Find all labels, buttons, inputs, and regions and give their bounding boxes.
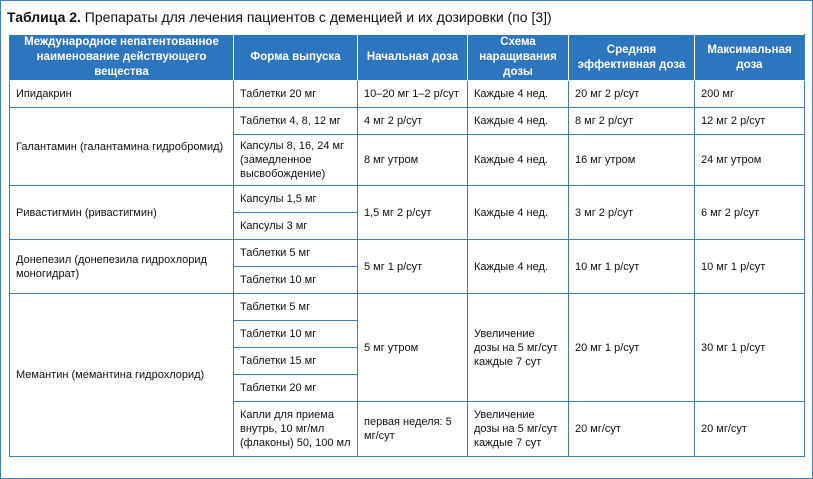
avg-dose: 10 мг 1 р/сут: [569, 240, 695, 294]
titration-scheme: Увеличение дозы на 5 мг/сут каждые 7 сут: [468, 402, 569, 457]
titration-scheme: Каждые 4 нед.: [468, 135, 569, 186]
table-row: [10, 294, 805, 321]
table-row: [10, 186, 805, 213]
avg-dose: 3 мг 2 р/сут: [569, 186, 695, 240]
drug-name: Галантамин (галантамина гидробромид): [10, 108, 234, 186]
column-header-titration: Схема наращивания дозы: [468, 35, 569, 81]
release-form: Таблетки 5 мг: [234, 294, 358, 321]
titration-scheme: Каждые 4 нед.: [468, 186, 569, 240]
table-row: [10, 240, 805, 267]
column-header-max-dose: Максимальная доза: [695, 35, 805, 81]
start-dose: 5 мг утром: [358, 294, 468, 402]
drug-name: Донепезил (донепезила гидрохлорид моногидрат): [10, 240, 234, 294]
column-header-inn: Международное непатентованное наименование действующего вещества: [10, 35, 234, 81]
release-form: Таблетки 4, 8, 12 мг: [234, 108, 358, 135]
avg-dose: 20 мг 1 р/сут: [569, 294, 695, 402]
titration-scheme: Каждые 4 нед.: [468, 81, 569, 108]
table-title-text: Препараты для лечения пациентов с деменцией и их дозировки (по [3]): [80, 9, 552, 25]
avg-dose: 8 мг 2 р/сут: [569, 108, 695, 135]
start-dose: 10–20 мг 1–2 р/сут: [358, 81, 468, 108]
drug-name: Мемантин (мемантина гидрохлорид): [10, 294, 234, 457]
table-row: [10, 108, 805, 135]
release-form: Таблетки 20 мг: [234, 81, 358, 108]
start-dose: первая неделя: 5 мг/сут: [358, 402, 468, 457]
max-dose: 20 мг/сут: [695, 402, 805, 457]
release-form: Капсулы 8, 16, 24 мг (замедленное высвобождение): [234, 135, 358, 186]
release-form: Капсулы 1,5 мг: [234, 186, 358, 213]
start-dose: 4 мг 2 р/сут: [358, 108, 468, 135]
max-dose: 24 мг утром: [695, 135, 805, 186]
avg-dose: 16 мг утром: [569, 135, 695, 186]
max-dose: 10 мг 1 р/сут: [695, 240, 805, 294]
release-form: Таблетки 10 мг: [234, 267, 358, 294]
titration-scheme: Увеличение дозы на 5 мг/сут каждые 7 сут: [468, 294, 569, 402]
titration-scheme: Каждые 4 нед.: [468, 240, 569, 294]
column-header-form: Форма выпуска: [234, 35, 358, 81]
release-form: Таблетки 15 мг: [234, 348, 358, 375]
start-dose: 8 мг утром: [358, 135, 468, 186]
table-header-row: [10, 35, 805, 81]
column-header-start-dose: Начальная доза: [358, 35, 468, 81]
release-form: Таблетки 5 мг: [234, 240, 358, 267]
avg-dose: 20 мг 2 р/сут: [569, 81, 695, 108]
drug-name: Ипидакрин: [10, 81, 234, 108]
drug-dosage-table: [9, 34, 805, 457]
titration-scheme: Каждые 4 нед.: [468, 108, 569, 135]
start-dose: 1,5 мг 2 р/сут: [358, 186, 468, 240]
drug-name: Ривастигмин (ривастигмин): [10, 186, 234, 240]
table-title-label: Таблица 2.: [7, 9, 81, 25]
avg-dose: 20 мг/сут: [569, 402, 695, 457]
max-dose: 12 мг 2 р/сут: [695, 108, 805, 135]
max-dose: 6 мг 2 р/сут: [695, 186, 805, 240]
table-row: [10, 81, 805, 108]
release-form: Таблетки 10 мг: [234, 321, 358, 348]
max-dose: 30 мг 1 р/сут: [695, 294, 805, 402]
table-title: [7, 8, 552, 26]
column-header-avg-dose: Средняя эффективная доза: [569, 35, 695, 81]
max-dose: 200 мг: [695, 81, 805, 108]
start-dose: 5 мг 1 р/сут: [358, 240, 468, 294]
release-form: Капсулы 3 мг: [234, 213, 358, 240]
release-form: Капли для приема внутрь, 10 мг/мл (флаконы) 50, 100 мл: [234, 402, 358, 457]
release-form: Таблетки 20 мг: [234, 375, 358, 402]
